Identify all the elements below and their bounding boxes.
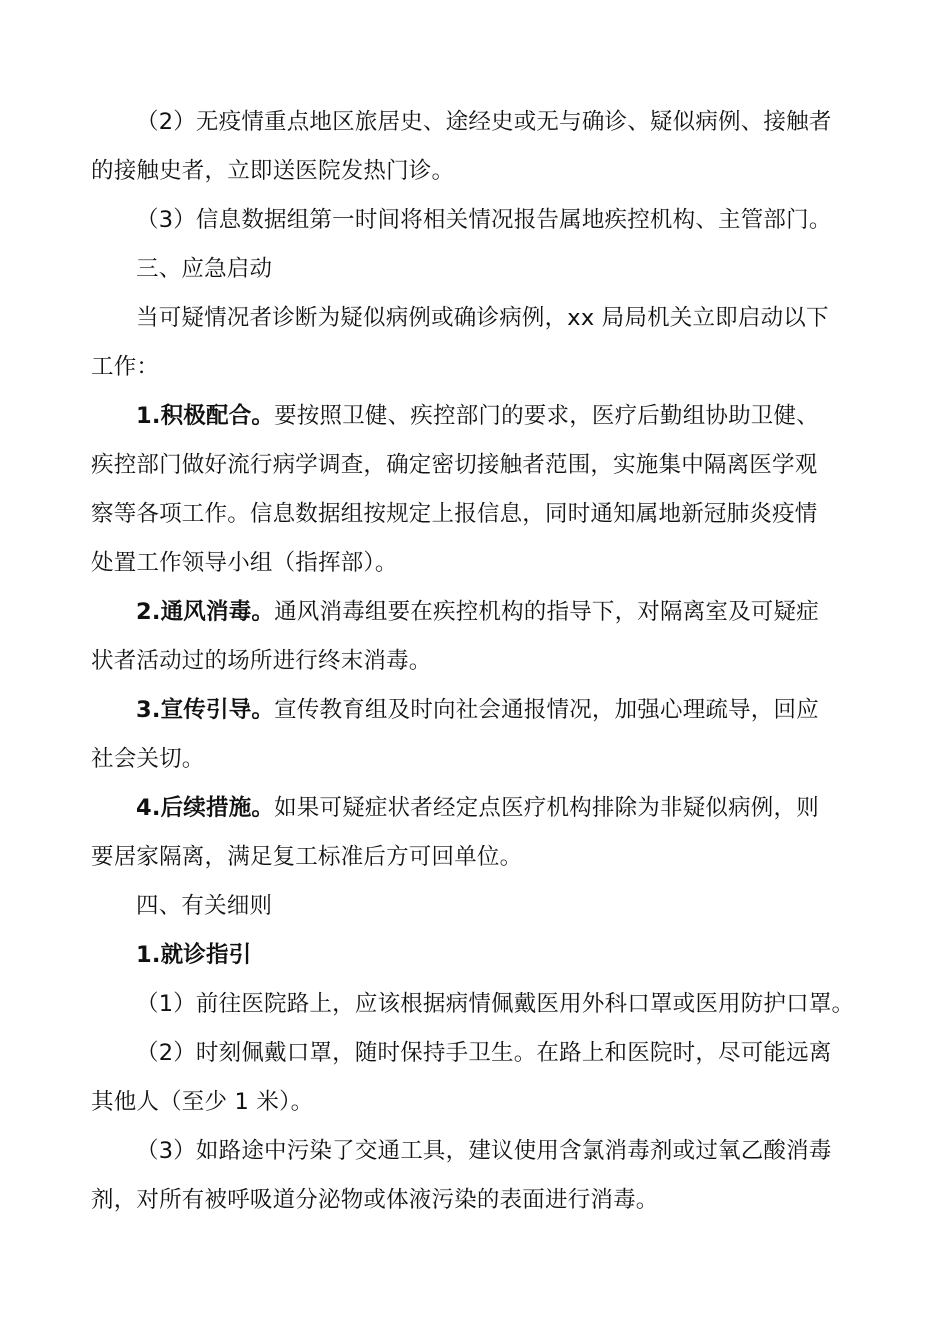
text-line: （1）前往医院路上，应该根据病情佩戴医用外科口罩或医用防护口罩。 [136, 991, 855, 1017]
text-line [91, 588, 871, 637]
text-run: 要按照卫健、疾控部门的要求，医疗后勤组协助卫健、 [274, 403, 819, 429]
paragraph-follow-up [91, 784, 871, 882]
text-line: （3）信息数据组第一时间将相关情况报告属地疾控机构、主管部门。 [136, 207, 832, 233]
paragraph-isolation-item-2 [91, 98, 871, 196]
text-line: 疾控部门做好流行病学调查，确定密切接触者范围，实施集中隔离医学观 [91, 452, 818, 478]
bold-lead-text: 1.积极配合。 [136, 403, 275, 429]
paragraph-publicity [91, 686, 871, 784]
text-line: （3）如路途中污染了交通工具，建议使用含氯消毒剂或过氧乙酸消毒 [136, 1138, 832, 1164]
text-line [91, 686, 871, 735]
text-line: 察等各项工作。信息数据组按规定上报信息，同时通知属地新冠肺炎疫情 [91, 501, 818, 527]
text-line [91, 784, 871, 833]
text-line: 的接触史者，立即送医院发热门诊。 [91, 158, 455, 184]
text-run: 如果可疑症状者经定点医疗机构排除为非疑似病例，则 [274, 795, 819, 821]
text-run: 宣传教育组及时向社会通报情况，加强心理疏导，回应 [274, 697, 819, 723]
paragraph-guide-item-3 [91, 1127, 871, 1225]
text-line: 状者活动过的场所进行终末消毒。 [91, 648, 432, 674]
paragraph-emergency-intro [91, 294, 871, 392]
bold-lead-text: 3.宣传引导。 [136, 697, 275, 723]
paragraph-isolation-item-3 [91, 196, 871, 245]
text-line [91, 392, 871, 441]
paragraph-cooperate [91, 392, 871, 588]
text-line: （2）无疫情重点地区旅居史、途经史或无与确诊、疑似病例、接触者 [136, 109, 832, 135]
text-line: 当可疑情况者诊断为疑似病例或确诊病例，xx 局局机关立即启动以下 [136, 305, 829, 331]
section-heading-emergency-start [91, 245, 871, 294]
subheading-visit-guide [91, 931, 871, 980]
bold-lead-text: 1.就诊指引 [136, 942, 252, 968]
document-page [91, 98, 871, 1225]
text-line: 三、应急启动 [136, 256, 273, 282]
text-run: 通风消毒组要在疾控机构的指导下，对隔离室及可疑症 [274, 599, 819, 625]
text-line: 工作： [91, 354, 160, 380]
text-line: 剂，对所有被呼吸道分泌物或体液污染的表面进行消毒。 [91, 1187, 659, 1213]
text-line: 四、有关细则 [136, 893, 273, 919]
text-line: 要居家隔离，满足复工标准后方可回单位。 [91, 844, 523, 870]
paragraph-guide-item-2 [91, 1029, 871, 1127]
paragraph-guide-item-1 [91, 980, 871, 1029]
text-line: 其他人（至少 1 米）。 [91, 1089, 314, 1115]
section-heading-details [91, 882, 871, 931]
text-line: （2）时刻佩戴口罩，随时保持手卫生。在路上和医院时，尽可能远离 [136, 1040, 832, 1066]
text-line: 社会关切。 [91, 746, 205, 772]
bold-lead-text: 4.后续措施。 [136, 795, 275, 821]
bold-lead-text: 2.通风消毒。 [136, 599, 275, 625]
paragraph-disinfection [91, 588, 871, 686]
text-line: 处置工作领导小组（指挥部）。 [91, 550, 398, 576]
